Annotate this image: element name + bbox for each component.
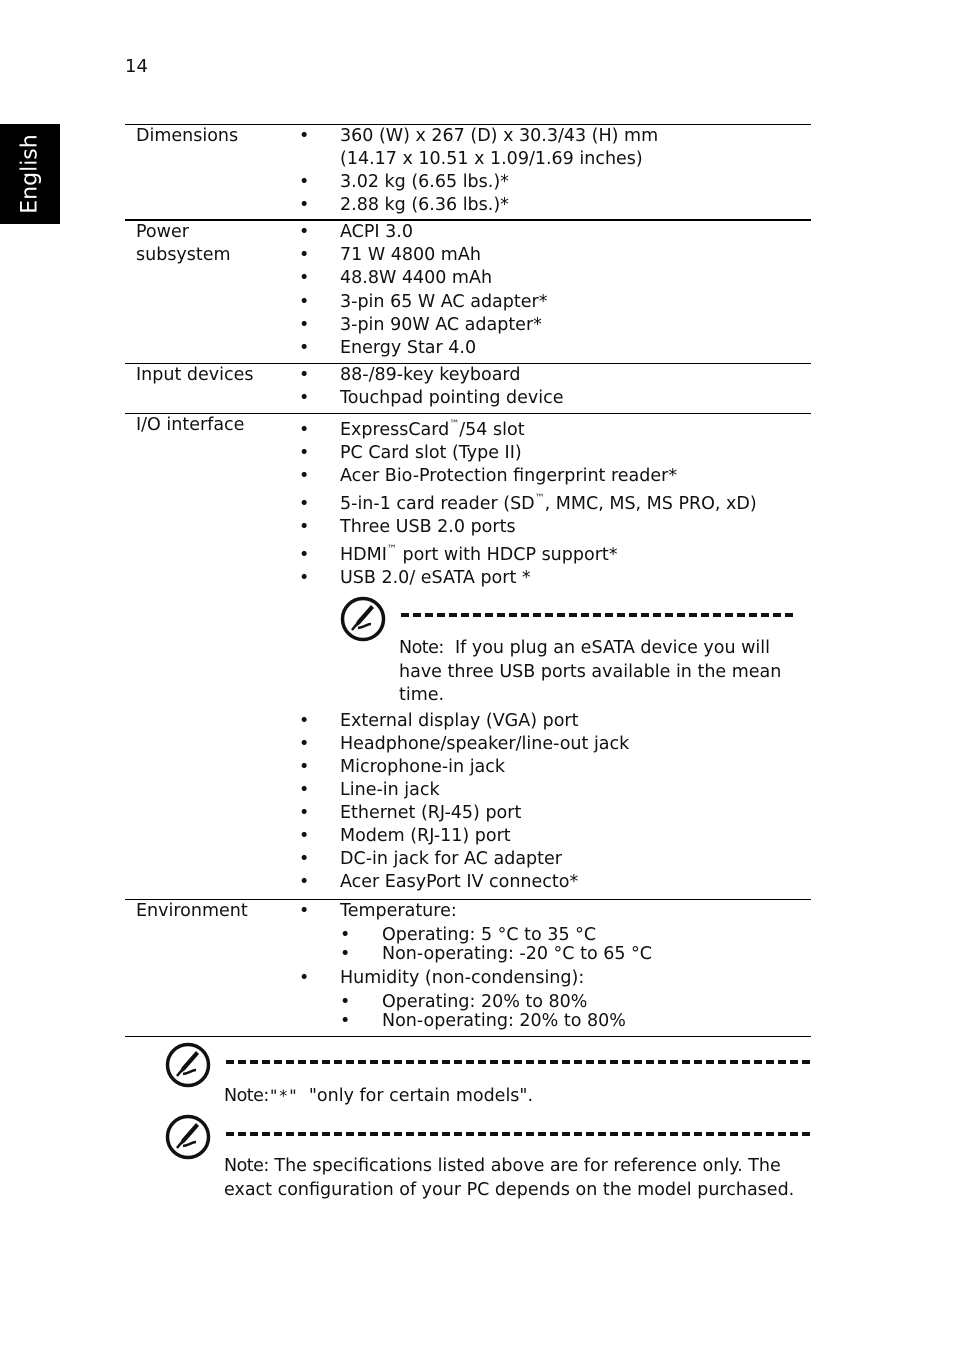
bullet: • [299,872,310,892]
spec-item: PC Card slot (Type II) [340,443,522,463]
spec-item: Acer Bio-Protection fingerprint reader* [340,466,678,486]
spec-text: ExpressCard [340,420,450,440]
note-divider [401,613,793,617]
footnote-models [224,1084,533,1109]
note-keyword: Note: [224,1156,269,1176]
section-environment [125,899,811,1037]
section-label-line: Power [136,222,189,242]
spec-item: Microphone-in jack [340,757,506,777]
bullet: • [340,925,351,945]
section-input-devices [125,363,811,414]
spec-item: Acer EasyPort IV connecto* [340,872,579,892]
spec-text: HDMI [340,545,387,565]
table-bottom-rule [125,1036,811,1037]
spec-item: 3.02 kg (6.65 lbs.)* [340,172,509,192]
spec-text: 5-in-1 card reader (SD [340,494,535,514]
note-text: If you plug an eSATA device you will [454,638,771,658]
spec-item: 3-pin 90W AC adapter* [340,315,542,335]
note-pen-icon [340,596,386,642]
spec-item: Touchpad pointing device [340,388,564,408]
bullet: • [299,245,310,265]
spec-item: Headphone/speaker/line-out jack [340,734,630,754]
spec-subitem: Non-operating: -20 °C to 65 °C [382,944,653,964]
section-label: Dimensions [136,126,239,146]
bullet: • [299,568,310,588]
bullet: • [299,195,310,215]
spec-item [340,493,757,516]
bullet: • [299,494,310,514]
bullet: • [299,420,310,440]
bullet: • [340,1011,351,1031]
spec-subitem: Operating: 20% to 80% [382,992,588,1012]
note-pen-icon [165,1042,211,1088]
note-keyword: Note: [224,1086,269,1106]
bullet: • [299,545,310,565]
note-text: "only for certain models". [308,1086,534,1106]
spec-subitem: Non-operating: 20% to 80% [382,1011,626,1031]
note-keyword: Note: [399,638,444,658]
bullet: • [299,222,310,242]
spec-item: Temperature: [340,901,457,921]
spec-item: USB 2.0/ eSATA port * [340,568,531,588]
bullet: • [299,968,310,988]
bullet: • [299,803,310,823]
spec-item [340,544,618,567]
spec-item: DC-in jack for AC adapter [340,849,562,869]
spec-item: 48.8W 4400 mAh [340,268,493,288]
spec-item: ACPI 3.0 [340,222,413,242]
trademark: ™ [449,419,460,430]
spec-item: Humidity (non-condensing): [340,968,585,988]
note-divider [226,1132,810,1136]
section-io-interface [125,413,811,900]
spec-item: 3-pin 65 W AC adapter* [340,292,548,312]
note-text: The specifications listed above are for reference only. The [274,1156,781,1176]
language-tab-label: English [17,134,43,214]
bullet: • [299,780,310,800]
section-label: Environment [136,901,248,921]
bullet: • [299,711,310,731]
spec-item: Modem (RJ-11) port [340,826,511,846]
spec-item: (14.17 x 10.51 x 1.09/1.69 inches) [340,149,643,169]
spec-item: 71 W 4800 mAh [340,245,481,265]
bullet: • [299,338,310,358]
bullet: • [299,388,310,408]
spec-item: Energy Star 4.0 [340,338,477,358]
section-dimensions [125,124,811,221]
section-power [125,219,811,365]
note-text: time. [399,685,445,705]
page-number: 14 [125,56,148,77]
section-label-line: subsystem [136,245,231,265]
note-text: have three USB ports available in the mean [399,661,782,682]
spec-item: Line-in jack [340,780,440,800]
section-label: Input devices [136,365,254,385]
spec-subitem: Operating: 5 °C to 35 °C [382,925,597,945]
bullet: • [299,849,310,869]
bullet: • [299,517,310,537]
spec-text: , MMC, MS, MS PRO, xD) [544,494,757,514]
footnote-reference [224,1155,824,1202]
bullet: • [299,757,310,777]
note-text: exact configuration of your PC depends on the model purchased. [224,1179,795,1200]
bullet: • [299,315,310,335]
bullet: • [299,443,310,463]
bullet: • [299,172,310,192]
bullet: • [299,292,310,312]
note-divider [226,1060,810,1064]
bullet: • [299,365,310,385]
spec-item: 2.88 kg (6.36 lbs.)* [340,195,509,215]
spec-item: External display (VGA) port [340,711,579,731]
spec-item: Three USB 2.0 ports [340,517,516,537]
bullet: • [299,826,310,846]
spec-item: 88-/89-key keyboard [340,365,521,385]
section-label: I/O interface [136,415,245,435]
language-tab [0,124,60,224]
trademark: ™ [386,544,397,555]
spec-item: Ethernet (RJ-45) port [340,803,522,823]
bullet: • [340,944,351,964]
spec-item: 360 (W) x 267 (D) x 30.3/43 (H) mm [340,126,659,146]
spec-text: /54 slot [459,420,525,440]
spec-item [340,419,525,442]
bullet: • [299,901,310,921]
note-quoted-star: "*" [268,1086,298,1105]
note-pen-icon [165,1114,211,1160]
trademark: ™ [534,493,545,504]
spec-text: port with HDCP support* [396,545,618,565]
section-label [136,221,231,267]
bullet: • [299,734,310,754]
bullet: • [340,992,351,1012]
bullet: • [299,268,310,288]
bullet: • [299,466,310,486]
bullet: • [299,126,310,146]
inline-note [399,637,789,708]
